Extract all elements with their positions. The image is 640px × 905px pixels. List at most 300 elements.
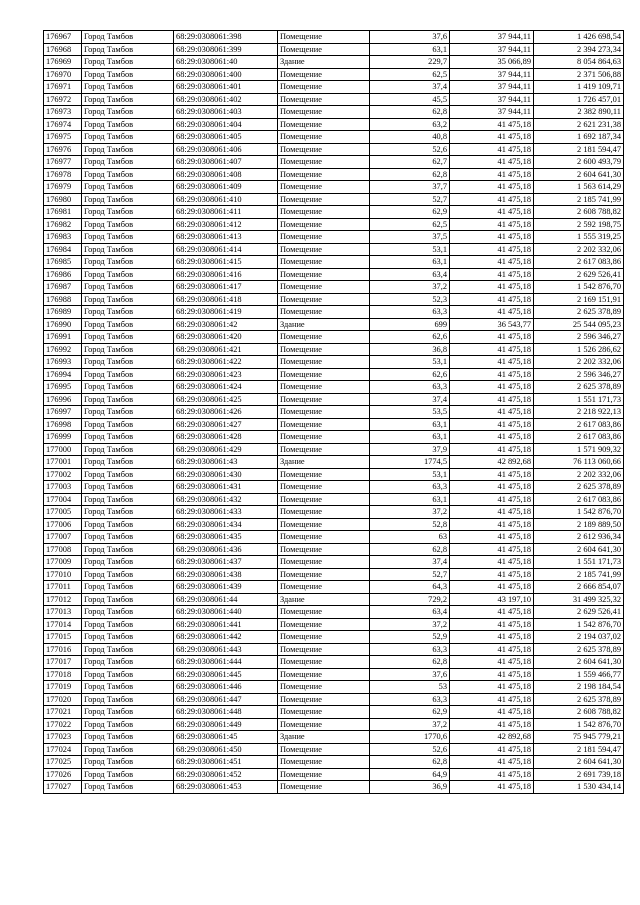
row-number-cell: 177024 bbox=[44, 743, 82, 756]
table-row bbox=[44, 643, 624, 656]
object-type-cell: Помещение bbox=[278, 643, 370, 656]
row-number-cell: 177018 bbox=[44, 668, 82, 681]
cadastral-number-cell: 68:29:0308061:453 bbox=[174, 781, 278, 794]
locality-cell: Город Тамбов bbox=[82, 193, 174, 206]
cadastral-number-cell: 68:29:0308061:449 bbox=[174, 718, 278, 731]
locality-cell: Город Тамбов bbox=[82, 156, 174, 169]
locality-cell: Город Тамбов bbox=[82, 693, 174, 706]
cadastral-number-cell: 68:29:0308061:444 bbox=[174, 656, 278, 669]
cadastral-value-cell: 2 600 493,79 bbox=[534, 156, 624, 169]
object-type-cell: Помещение bbox=[278, 343, 370, 356]
area-cell: 63,3 bbox=[370, 643, 450, 656]
specific-value-cell: 41 475,18 bbox=[450, 743, 534, 756]
specific-value-cell: 41 475,18 bbox=[450, 381, 534, 394]
object-type-cell: Помещение bbox=[278, 706, 370, 719]
cadastral-number-cell: 68:29:0308061:433 bbox=[174, 506, 278, 519]
cadastral-number-cell: 68:29:0308061:432 bbox=[174, 493, 278, 506]
row-number-cell: 176980 bbox=[44, 193, 82, 206]
specific-value-cell: 41 475,18 bbox=[450, 681, 534, 694]
cadastral-number-cell: 68:29:0308061:405 bbox=[174, 131, 278, 144]
cadastral-number-cell: 68:29:0308061:429 bbox=[174, 443, 278, 456]
cadastral-number-cell: 68:29:0308061:439 bbox=[174, 581, 278, 594]
cadastral-number-cell: 68:29:0308061:404 bbox=[174, 118, 278, 131]
locality-cell: Город Тамбов bbox=[82, 543, 174, 556]
area-cell: 37,4 bbox=[370, 81, 450, 94]
locality-cell: Город Тамбов bbox=[82, 431, 174, 444]
locality-cell: Город Тамбов bbox=[82, 456, 174, 469]
area-cell: 52,6 bbox=[370, 143, 450, 156]
row-number-cell: 176977 bbox=[44, 156, 82, 169]
table-row bbox=[44, 493, 624, 506]
object-type-cell: Помещение bbox=[278, 718, 370, 731]
area-cell: 229,7 bbox=[370, 56, 450, 69]
row-number-cell: 176971 bbox=[44, 81, 82, 94]
cadastral-value-cell: 2 617 083,86 bbox=[534, 256, 624, 269]
cadastral-value-cell: 1 551 171,73 bbox=[534, 393, 624, 406]
cadastral-value-cell: 25 544 095,23 bbox=[534, 318, 624, 331]
cadastral-value-cell: 2 617 083,86 bbox=[534, 418, 624, 431]
cadastral-value-cell: 1 419 109,71 bbox=[534, 81, 624, 94]
cadastral-number-cell: 68:29:0308061:450 bbox=[174, 743, 278, 756]
row-number-cell: 177013 bbox=[44, 606, 82, 619]
cadastral-value-cell: 2 604 641,30 bbox=[534, 756, 624, 769]
locality-cell: Город Тамбов bbox=[82, 181, 174, 194]
row-number-cell: 176968 bbox=[44, 43, 82, 56]
table-row bbox=[44, 218, 624, 231]
area-cell: 64,9 bbox=[370, 768, 450, 781]
locality-cell: Город Тамбов bbox=[82, 468, 174, 481]
area-cell: 37,4 bbox=[370, 556, 450, 569]
locality-cell: Город Тамбов bbox=[82, 218, 174, 231]
locality-cell: Город Тамбов bbox=[82, 481, 174, 494]
cadastral-number-cell: 68:29:0308061:408 bbox=[174, 168, 278, 181]
specific-value-cell: 41 475,18 bbox=[450, 443, 534, 456]
area-cell: 63,1 bbox=[370, 418, 450, 431]
row-number-cell: 176994 bbox=[44, 368, 82, 381]
cadastral-value-cell: 1 559 466,77 bbox=[534, 668, 624, 681]
cadastral-number-cell: 68:29:0308061:434 bbox=[174, 518, 278, 531]
cadastral-number-cell: 68:29:0308061:414 bbox=[174, 243, 278, 256]
specific-value-cell: 41 475,18 bbox=[450, 256, 534, 269]
locality-cell: Город Тамбов bbox=[82, 606, 174, 619]
object-type-cell: Помещение bbox=[278, 431, 370, 444]
row-number-cell: 176996 bbox=[44, 393, 82, 406]
locality-cell: Город Тамбов bbox=[82, 518, 174, 531]
locality-cell: Город Тамбов bbox=[82, 643, 174, 656]
object-type-cell: Помещение bbox=[278, 418, 370, 431]
cadastral-value-cell: 1 692 187,34 bbox=[534, 131, 624, 144]
object-type-cell: Помещение bbox=[278, 43, 370, 56]
cadastral-number-cell: 68:29:0308061:399 bbox=[174, 43, 278, 56]
cadastral-value-cell: 1 542 876,70 bbox=[534, 618, 624, 631]
specific-value-cell: 41 475,18 bbox=[450, 768, 534, 781]
specific-value-cell: 41 475,18 bbox=[450, 643, 534, 656]
cadastral-number-cell: 68:29:0308061:406 bbox=[174, 143, 278, 156]
table-row bbox=[44, 243, 624, 256]
cadastral-number-cell: 68:29:0308061:419 bbox=[174, 306, 278, 319]
row-number-cell: 176984 bbox=[44, 243, 82, 256]
row-number-cell: 176974 bbox=[44, 118, 82, 131]
cadastral-number-cell: 68:29:0308061:426 bbox=[174, 406, 278, 419]
locality-cell: Город Тамбов bbox=[82, 618, 174, 631]
specific-value-cell: 41 475,18 bbox=[450, 718, 534, 731]
locality-cell: Город Тамбов bbox=[82, 718, 174, 731]
row-number-cell: 177010 bbox=[44, 568, 82, 581]
cadastral-value-cell: 8 054 864,63 bbox=[534, 56, 624, 69]
area-cell: 63,4 bbox=[370, 268, 450, 281]
locality-cell: Город Тамбов bbox=[82, 368, 174, 381]
area-cell: 37,2 bbox=[370, 618, 450, 631]
locality-cell: Город Тамбов bbox=[82, 506, 174, 519]
specific-value-cell: 41 475,18 bbox=[450, 656, 534, 669]
specific-value-cell: 41 475,18 bbox=[450, 418, 534, 431]
table-row bbox=[44, 293, 624, 306]
object-type-cell: Помещение bbox=[278, 356, 370, 369]
cadastral-number-cell: 68:29:0308061:430 bbox=[174, 468, 278, 481]
specific-value-cell: 41 475,18 bbox=[450, 756, 534, 769]
locality-cell: Город Тамбов bbox=[82, 306, 174, 319]
area-cell: 699 bbox=[370, 318, 450, 331]
locality-cell: Город Тамбов bbox=[82, 443, 174, 456]
locality-cell: Город Тамбов bbox=[82, 318, 174, 331]
object-type-cell: Помещение bbox=[278, 518, 370, 531]
table-body bbox=[44, 31, 624, 794]
cadastral-value-cell: 76 113 060,66 bbox=[534, 456, 624, 469]
cadastral-value-cell: 1 542 876,70 bbox=[534, 506, 624, 519]
cadastral-value-cell: 1 426 698,54 bbox=[534, 31, 624, 44]
cadastral-value-cell: 2 625 378,89 bbox=[534, 481, 624, 494]
table-row bbox=[44, 381, 624, 394]
object-type-cell: Помещение bbox=[278, 656, 370, 669]
cadastral-number-cell: 68:29:0308061:44 bbox=[174, 593, 278, 606]
area-cell: 52,8 bbox=[370, 518, 450, 531]
cadastral-number-cell: 68:29:0308061:435 bbox=[174, 531, 278, 544]
cadastral-value-cell: 2 181 594,47 bbox=[534, 743, 624, 756]
area-cell: 62,8 bbox=[370, 656, 450, 669]
cadastral-number-cell: 68:29:0308061:407 bbox=[174, 156, 278, 169]
area-cell: 63,3 bbox=[370, 693, 450, 706]
cadastral-number-cell: 68:29:0308061:437 bbox=[174, 556, 278, 569]
specific-value-cell: 41 475,18 bbox=[450, 518, 534, 531]
cadastral-number-cell: 68:29:0308061:421 bbox=[174, 343, 278, 356]
row-number-cell: 176979 bbox=[44, 181, 82, 194]
area-cell: 63,3 bbox=[370, 306, 450, 319]
table-row bbox=[44, 256, 624, 269]
locality-cell: Город Тамбов bbox=[82, 243, 174, 256]
area-cell: 63,2 bbox=[370, 118, 450, 131]
cadastral-value-cell: 2 608 788,82 bbox=[534, 206, 624, 219]
cadastral-number-cell: 68:29:0308061:452 bbox=[174, 768, 278, 781]
table-row bbox=[44, 118, 624, 131]
row-number-cell: 177014 bbox=[44, 618, 82, 631]
row-number-cell: 176989 bbox=[44, 306, 82, 319]
locality-cell: Город Тамбов bbox=[82, 331, 174, 344]
locality-cell: Город Тамбов bbox=[82, 531, 174, 544]
specific-value-cell: 37 944,11 bbox=[450, 43, 534, 56]
area-cell: 62,5 bbox=[370, 68, 450, 81]
cadastral-number-cell: 68:29:0308061:436 bbox=[174, 543, 278, 556]
cadastral-value-cell: 31 499 325,32 bbox=[534, 593, 624, 606]
cadastral-number-cell: 68:29:0308061:402 bbox=[174, 93, 278, 106]
object-type-cell: Здание bbox=[278, 56, 370, 69]
specific-value-cell: 35 066,89 bbox=[450, 56, 534, 69]
area-cell: 64,3 bbox=[370, 581, 450, 594]
cadastral-number-cell: 68:29:0308061:400 bbox=[174, 68, 278, 81]
locality-cell: Город Тамбов bbox=[82, 343, 174, 356]
object-type-cell: Помещение bbox=[278, 143, 370, 156]
object-type-cell: Помещение bbox=[278, 293, 370, 306]
specific-value-cell: 41 475,18 bbox=[450, 706, 534, 719]
object-type-cell: Помещение bbox=[278, 631, 370, 644]
specific-value-cell: 41 475,18 bbox=[450, 531, 534, 544]
table-row bbox=[44, 168, 624, 181]
cadastral-number-cell: 68:29:0308061:442 bbox=[174, 631, 278, 644]
area-cell: 37,9 bbox=[370, 443, 450, 456]
cadastral-value-cell: 1 563 614,29 bbox=[534, 181, 624, 194]
table-row bbox=[44, 518, 624, 531]
cadastral-value-cell: 2 371 506,88 bbox=[534, 68, 624, 81]
table-row bbox=[44, 206, 624, 219]
cadastral-number-cell: 68:29:0308061:43 bbox=[174, 456, 278, 469]
locality-cell: Город Тамбов bbox=[82, 118, 174, 131]
area-cell: 63 bbox=[370, 531, 450, 544]
cadastral-number-cell: 68:29:0308061:410 bbox=[174, 193, 278, 206]
cadastral-value-cell: 2 617 083,86 bbox=[534, 493, 624, 506]
cadastral-number-cell: 68:29:0308061:447 bbox=[174, 693, 278, 706]
cadastral-value-cell: 2 169 151,91 bbox=[534, 293, 624, 306]
locality-cell: Город Тамбов bbox=[82, 231, 174, 244]
object-type-cell: Помещение bbox=[278, 406, 370, 419]
cadastral-value-cell: 2 612 936,34 bbox=[534, 531, 624, 544]
object-type-cell: Помещение bbox=[278, 331, 370, 344]
object-type-cell: Помещение bbox=[278, 493, 370, 506]
object-type-cell: Помещение bbox=[278, 481, 370, 494]
cadastral-value-cell: 2 604 641,30 bbox=[534, 543, 624, 556]
cadastral-number-cell: 68:29:0308061:424 bbox=[174, 381, 278, 394]
object-type-cell: Помещение bbox=[278, 206, 370, 219]
table-row bbox=[44, 418, 624, 431]
object-type-cell: Помещение bbox=[278, 243, 370, 256]
cadastral-number-cell: 68:29:0308061:445 bbox=[174, 668, 278, 681]
row-number-cell: 176992 bbox=[44, 343, 82, 356]
object-type-cell: Помещение bbox=[278, 131, 370, 144]
object-type-cell: Помещение bbox=[278, 118, 370, 131]
cadastral-number-cell: 68:29:0308061:440 bbox=[174, 606, 278, 619]
object-type-cell: Здание bbox=[278, 318, 370, 331]
object-type-cell: Помещение bbox=[278, 581, 370, 594]
object-type-cell: Помещение bbox=[278, 256, 370, 269]
row-number-cell: 176986 bbox=[44, 268, 82, 281]
table-row bbox=[44, 31, 624, 44]
row-number-cell: 177004 bbox=[44, 493, 82, 506]
specific-value-cell: 41 475,18 bbox=[450, 156, 534, 169]
cadastral-value-cell: 1 542 876,70 bbox=[534, 281, 624, 294]
cadastral-value-table-page bbox=[43, 30, 623, 794]
specific-value-cell: 41 475,18 bbox=[450, 306, 534, 319]
cadastral-number-cell: 68:29:0308061:423 bbox=[174, 368, 278, 381]
table-row bbox=[44, 618, 624, 631]
area-cell: 53 bbox=[370, 681, 450, 694]
area-cell: 53,1 bbox=[370, 243, 450, 256]
cadastral-number-cell: 68:29:0308061:417 bbox=[174, 281, 278, 294]
object-type-cell: Помещение bbox=[278, 268, 370, 281]
table-row bbox=[44, 331, 624, 344]
cadastral-value-cell: 2 185 741,99 bbox=[534, 193, 624, 206]
area-cell: 62,8 bbox=[370, 106, 450, 119]
table-row bbox=[44, 93, 624, 106]
object-type-cell: Помещение bbox=[278, 543, 370, 556]
area-cell: 37,4 bbox=[370, 393, 450, 406]
cadastral-number-cell: 68:29:0308061:412 bbox=[174, 218, 278, 231]
table-row bbox=[44, 531, 624, 544]
cadastral-value-cell: 2 629 526,41 bbox=[534, 268, 624, 281]
locality-cell: Город Тамбов bbox=[82, 68, 174, 81]
table-row bbox=[44, 631, 624, 644]
row-number-cell: 177017 bbox=[44, 656, 82, 669]
locality-cell: Город Тамбов bbox=[82, 256, 174, 269]
row-number-cell: 177022 bbox=[44, 718, 82, 731]
cadastral-number-cell: 68:29:0308061:448 bbox=[174, 706, 278, 719]
row-number-cell: 176967 bbox=[44, 31, 82, 44]
object-type-cell: Помещение bbox=[278, 381, 370, 394]
row-number-cell: 177026 bbox=[44, 768, 82, 781]
locality-cell: Город Тамбов bbox=[82, 631, 174, 644]
row-number-cell: 176969 bbox=[44, 56, 82, 69]
table-row bbox=[44, 43, 624, 56]
area-cell: 63,3 bbox=[370, 381, 450, 394]
locality-cell: Город Тамбов bbox=[82, 768, 174, 781]
cadastral-number-cell: 68:29:0308061:428 bbox=[174, 431, 278, 444]
area-cell: 62,8 bbox=[370, 543, 450, 556]
locality-cell: Город Тамбов bbox=[82, 93, 174, 106]
specific-value-cell: 41 475,18 bbox=[450, 356, 534, 369]
table-row bbox=[44, 231, 624, 244]
object-type-cell: Помещение bbox=[278, 506, 370, 519]
cadastral-value-cell: 2 608 788,82 bbox=[534, 706, 624, 719]
cadastral-number-cell: 68:29:0308061:422 bbox=[174, 356, 278, 369]
specific-value-cell: 41 475,18 bbox=[450, 506, 534, 519]
locality-cell: Город Тамбов bbox=[82, 268, 174, 281]
row-number-cell: 176973 bbox=[44, 106, 82, 119]
table-row bbox=[44, 681, 624, 694]
table-row bbox=[44, 506, 624, 519]
table-row bbox=[44, 781, 624, 794]
row-number-cell: 176998 bbox=[44, 418, 82, 431]
table-row bbox=[44, 768, 624, 781]
cadastral-value-cell: 75 945 779,21 bbox=[534, 731, 624, 744]
table-row bbox=[44, 443, 624, 456]
cadastral-value-cell: 2 202 332,06 bbox=[534, 468, 624, 481]
locality-cell: Город Тамбов bbox=[82, 293, 174, 306]
object-type-cell: Помещение bbox=[278, 306, 370, 319]
row-number-cell: 176995 bbox=[44, 381, 82, 394]
locality-cell: Город Тамбов bbox=[82, 418, 174, 431]
area-cell: 52,3 bbox=[370, 293, 450, 306]
row-number-cell: 176988 bbox=[44, 293, 82, 306]
cadastral-number-cell: 68:29:0308061:425 bbox=[174, 393, 278, 406]
specific-value-cell: 41 475,18 bbox=[450, 168, 534, 181]
table-row bbox=[44, 693, 624, 706]
locality-cell: Город Тамбов bbox=[82, 281, 174, 294]
object-type-cell: Здание bbox=[278, 456, 370, 469]
cadastral-number-cell: 68:29:0308061:413 bbox=[174, 231, 278, 244]
area-cell: 45,5 bbox=[370, 93, 450, 106]
table-row bbox=[44, 556, 624, 569]
locality-cell: Город Тамбов bbox=[82, 593, 174, 606]
object-type-cell: Помещение bbox=[278, 681, 370, 694]
cadastral-value-cell: 2 218 922,13 bbox=[534, 406, 624, 419]
object-type-cell: Помещение bbox=[278, 693, 370, 706]
row-number-cell: 177001 bbox=[44, 456, 82, 469]
specific-value-cell: 41 475,18 bbox=[450, 131, 534, 144]
locality-cell: Город Тамбов bbox=[82, 168, 174, 181]
table-row bbox=[44, 593, 624, 606]
cadastral-number-cell: 68:29:0308061:398 bbox=[174, 31, 278, 44]
cadastral-value-cell: 2 596 346,27 bbox=[534, 331, 624, 344]
specific-value-cell: 41 475,18 bbox=[450, 181, 534, 194]
row-number-cell: 177008 bbox=[44, 543, 82, 556]
cadastral-number-cell: 68:29:0308061:420 bbox=[174, 331, 278, 344]
row-number-cell: 177025 bbox=[44, 756, 82, 769]
specific-value-cell: 41 475,18 bbox=[450, 268, 534, 281]
object-type-cell: Здание bbox=[278, 731, 370, 744]
table-row bbox=[44, 268, 624, 281]
table-row bbox=[44, 668, 624, 681]
table-row bbox=[44, 81, 624, 94]
area-cell: 63,4 bbox=[370, 606, 450, 619]
specific-value-cell: 41 475,18 bbox=[450, 406, 534, 419]
cadastral-value-cell: 2 394 273,34 bbox=[534, 43, 624, 56]
object-type-cell: Помещение bbox=[278, 556, 370, 569]
row-number-cell: 177020 bbox=[44, 693, 82, 706]
locality-cell: Город Тамбов bbox=[82, 56, 174, 69]
area-cell: 62,6 bbox=[370, 331, 450, 344]
area-cell: 40,8 bbox=[370, 131, 450, 144]
cadastral-number-cell: 68:29:0308061:418 bbox=[174, 293, 278, 306]
table-row bbox=[44, 718, 624, 731]
cadastral-value-cell: 2 617 083,86 bbox=[534, 431, 624, 444]
area-cell: 37,2 bbox=[370, 281, 450, 294]
area-cell: 62,7 bbox=[370, 156, 450, 169]
row-number-cell: 177005 bbox=[44, 506, 82, 519]
object-type-cell: Помещение bbox=[278, 768, 370, 781]
specific-value-cell: 41 475,18 bbox=[450, 293, 534, 306]
locality-cell: Город Тамбов bbox=[82, 406, 174, 419]
row-number-cell: 177027 bbox=[44, 781, 82, 794]
table-row bbox=[44, 606, 624, 619]
cadastral-value-cell: 1 551 171,73 bbox=[534, 556, 624, 569]
locality-cell: Город Тамбов bbox=[82, 43, 174, 56]
table-row bbox=[44, 743, 624, 756]
locality-cell: Город Тамбов bbox=[82, 356, 174, 369]
locality-cell: Город Тамбов bbox=[82, 106, 174, 119]
cadastral-number-cell: 68:29:0308061:45 bbox=[174, 731, 278, 744]
cadastral-value-table bbox=[43, 30, 624, 794]
row-number-cell: 177003 bbox=[44, 481, 82, 494]
row-number-cell: 176990 bbox=[44, 318, 82, 331]
table-row bbox=[44, 56, 624, 69]
table-row bbox=[44, 706, 624, 719]
locality-cell: Город Тамбов bbox=[82, 381, 174, 394]
locality-cell: Город Тамбов bbox=[82, 493, 174, 506]
cadastral-number-cell: 68:29:0308061:427 bbox=[174, 418, 278, 431]
object-type-cell: Помещение bbox=[278, 668, 370, 681]
area-cell: 52,6 bbox=[370, 743, 450, 756]
specific-value-cell: 41 475,18 bbox=[450, 368, 534, 381]
specific-value-cell: 41 475,18 bbox=[450, 193, 534, 206]
locality-cell: Город Тамбов bbox=[82, 756, 174, 769]
object-type-cell: Помещение bbox=[278, 368, 370, 381]
